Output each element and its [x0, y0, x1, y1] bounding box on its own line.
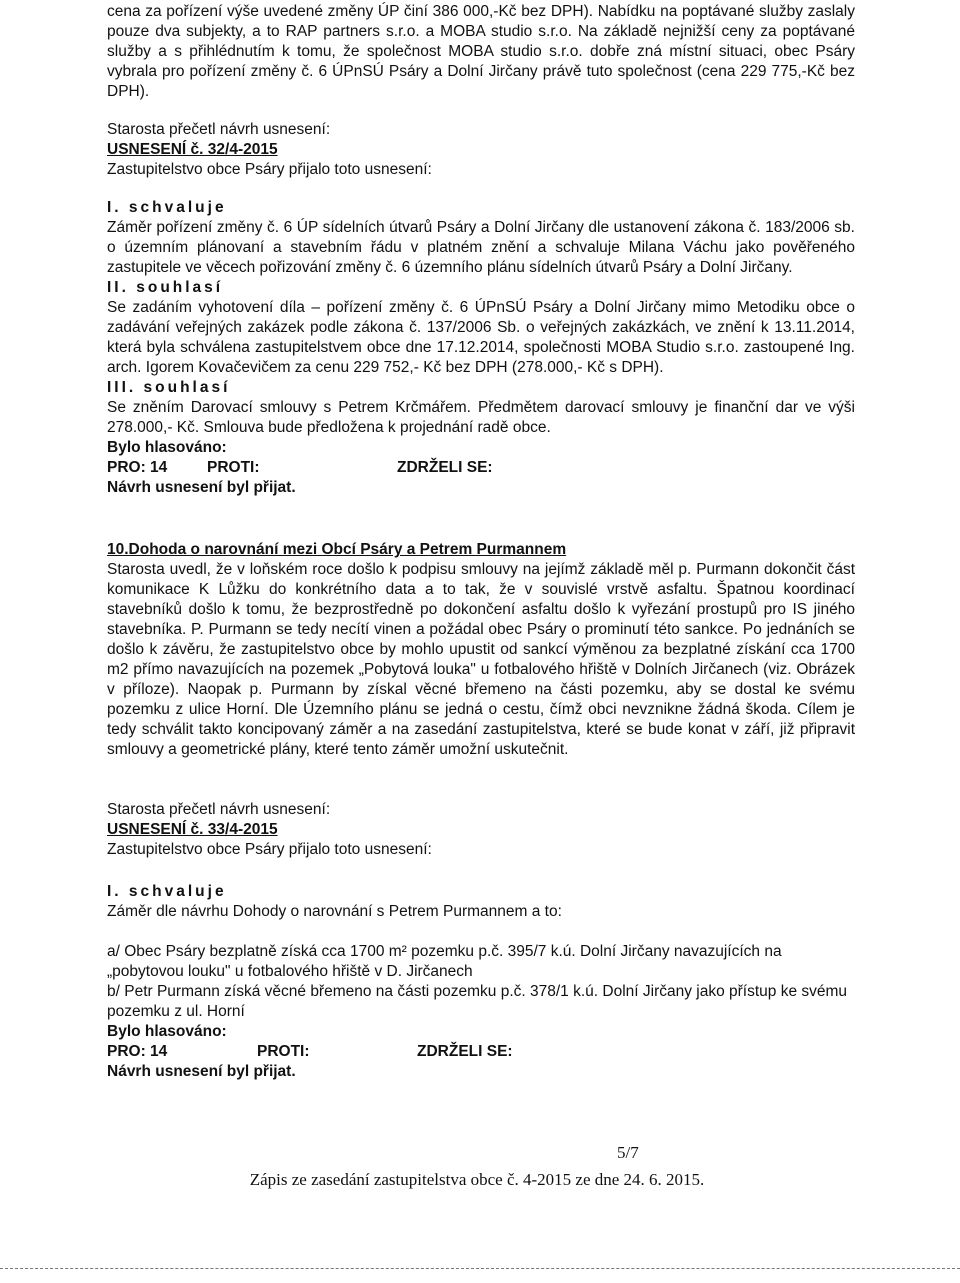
resolution-item-a: a/ Obec Psáry bezplatně získá cca 1700 m² pozemku p.č. 395/7 k.ú. Dolní Jirčany navazujících na „pobytovou louku" u fotbalového hřiště v D. Jirčanech [107, 943, 782, 980]
resolution-part-i-text: Záměr dle návrhu Dohody o narovnání s Petrem Purmannem a to: [107, 903, 562, 920]
resolution-part-iii-heading: III. souhlasí [107, 379, 231, 396]
vote-proti: PROTI: [207, 459, 260, 476]
resolution-part-ii-heading: II. souhlasí [107, 279, 224, 296]
vote-result: Návrh usnesení byl přijat. [107, 479, 296, 496]
vote-result: Návrh usnesení byl přijat. [107, 1063, 296, 1080]
resolution-read-text: Starosta přečetl návrh usnesení: [107, 121, 331, 138]
resolution-part-ii-text: Se zadáním vyhotovení díla – pořízení změny č. 6 ÚPnSÚ Psáry a Dolní Jirčany mimo Metodiku obce o zadávání veřejných zakázek podle zákona č. 137/2006 Sb. o veřejných zakázkách, ve znění k 13.11.2014, která byla schválena zastupitelstvem obce dne 17.12.2014, společnosti MOBA Studio s.r.o. zastoupené Ing. arch. Igorem Kovačevičem za cenu 229 752,- Kč bez DPH (278.000,- Kč s DPH). [107, 299, 855, 376]
document-page [107, 0, 855, 1082]
vote-pro: PRO: 14 [107, 1043, 168, 1060]
resolution-read-text: Starosta přečetl návrh usnesení: [107, 801, 331, 818]
vote-heading: Bylo hlasováno: [107, 439, 227, 456]
resolution-part-iii-text: Se zněním Darovací smlouvy s Petrem Krčmářem. Předmětem darovací smlouvy je finanční dar ve výši 278.000,- Kč. Smlouva bude předložena k projednání radě obce. [107, 399, 855, 436]
resolution-part-i-heading: I. schvaluje [107, 199, 227, 216]
intro-paragraph: cena za pořízení výše uvedené změny ÚP činí 386 000,-Kč bez DPH). Nabídku na poptávané služby zaslaly pouze dva subjekty, a to RAP partners s.r.o. a MOBA studio s.r.o. Na základě nejnižší ceny za poptávané služby a s přihlédnutím k tomu, že společnost MOBA studio s.r.o. dobře zná místní situaci, obec Psáry vybrala pro pořízení změny č. 6 ÚPnSÚ Psáry a Dolní Jirčany právě tuto společnost (cena 229 775,-Kč bez DPH). [107, 3, 855, 100]
page-number: 5/7 [617, 1143, 639, 1162]
resolution-adopted-text: Zastupitelstvo obce Psáry přijalo toto usnesení: [107, 841, 432, 858]
vote-row [107, 458, 855, 478]
vote-row [107, 1042, 855, 1062]
vote-pro: PRO: 14 [107, 459, 168, 476]
resolution-number: USNESENÍ č. 33/4-2015 [107, 821, 278, 838]
scan-artifact-line [0, 1268, 960, 1270]
section-10-title: 10.Dohoda o narovnání mezi Obcí Psáry a Petrem Purmannem [107, 541, 567, 558]
footer-text: Zápis ze zasedání zastupitelstva obce č. 4-2015 ze dne 24. 6. 2015. [249, 1170, 705, 1189]
resolution-number: USNESENÍ č. 32/4-2015 [107, 141, 278, 158]
resolution-part-i-heading: I. schvaluje [107, 883, 227, 900]
vote-zdrzeli: ZDRŽELI SE: [417, 1043, 513, 1060]
resolution-adopted-text: Zastupitelstvo obce Psáry přijalo toto usnesení: [107, 161, 432, 178]
vote-heading: Bylo hlasováno: [107, 1023, 227, 1040]
vote-proti: PROTI: [257, 1043, 310, 1060]
resolution-item-b: b/ Petr Purmann získá věcné břemeno na části pozemku p.č. 378/1 k.ú. Dolní Jirčany jako přístup ke svému pozemku z ul. Horní [107, 983, 848, 1020]
resolution-part-i-text: Záměr pořízení změny č. 6 ÚP sídelních útvarů Psáry a Dolní Jirčany dle ustanovení zákona č. 183/2006 sb. o územním plánovaní a stavebním řádu v platném znění a schvaluje Milana Váchu jako pověřeného zastupitele ve věcech pořizování změny č. 6 územního plánu sídelních útvarů Psáry a Dolní Jirčany. [107, 219, 855, 276]
vote-zdrzeli: ZDRŽELI SE: [397, 459, 493, 476]
section-10-text: Starosta uvedl, že v loňském roce došlo k podpisu smlouvy na jejímž základě měl p. Purmann dokončit část komunikace K Lůžku do konkrétního data a to tak, že v souvislé vrstvě asfaltu. Špatnou koordinací stavebníků došlo k tomu, že bezprostředně po dokončení asfaltu došlo k vyřezání prostupů pro IS jiného stavebníka. P. Purmann se tedy necítí vinen a požádal obec Psáry o prominutí této sankce. Po jednáních se došlo k závěru, že zastupitelstvo obce by mohlo upustit od sankcí výměnou za bezplatné získání cca 1700 m2 přímo navazujících na pozemek „Pobytová louka" u fotbalového hřiště v Dolních Jirčanech (viz. Obrázek v příloze). Naopak p. Purmann by získal věcné břemeno na části pozemku, aby se dostal ke svému pozemku z ulice Horní. Dle Územního plánu se jedná o cestu, čímž obci nevznikne žádná škoda. Cílem je tedy schválit takto koncipovaný záměr a na zasedání zastupitelstva, které se bude konat v září, již připravit smlouvy a geometrické plány, které tento záměr umožní uskutečnit. [107, 561, 855, 758]
